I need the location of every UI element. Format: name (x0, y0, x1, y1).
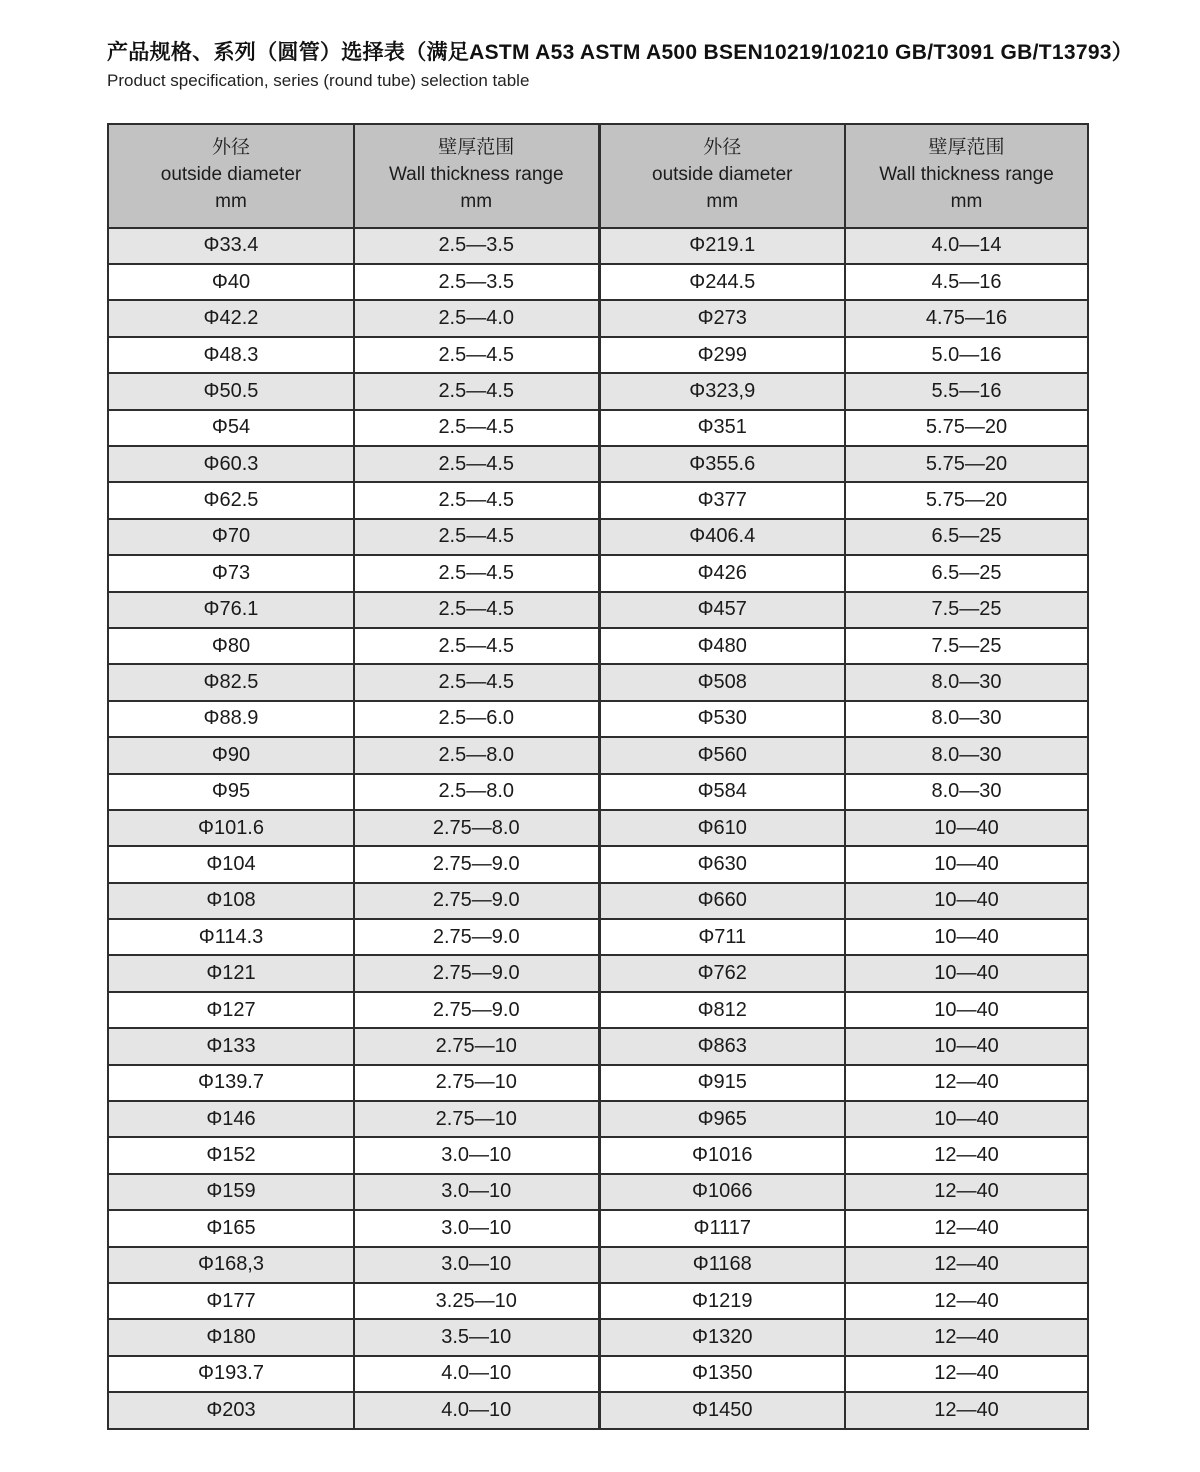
wall-thickness-cell: 2.5—4.5 (354, 410, 599, 446)
header-label-cn: 外径 (703, 137, 742, 159)
wall-thickness-cell: 2.75—9.0 (354, 846, 599, 882)
outside-diameter-cell: Φ1016 (599, 1137, 845, 1173)
wall-thickness-cell: 5.75—20 (845, 446, 1088, 482)
header-row (108, 124, 1088, 228)
table-row (108, 482, 1088, 518)
table-row (108, 955, 1088, 991)
spec-table-header (108, 124, 1088, 228)
wall-thickness-cell: 2.5—4.0 (354, 300, 599, 336)
wall-thickness-cell: 8.0—30 (845, 701, 1088, 737)
wall-thickness-cell: 2.75—8.0 (354, 810, 599, 846)
table-row (108, 1174, 1088, 1210)
wall-thickness-cell: 3.0—10 (354, 1137, 599, 1173)
table-row (108, 410, 1088, 446)
outside-diameter-cell: Φ1350 (599, 1356, 845, 1392)
outside-diameter-cell: Φ1066 (599, 1174, 845, 1210)
header-unit: mm (706, 191, 739, 213)
outside-diameter-cell: Φ1450 (599, 1392, 845, 1429)
table-row (108, 446, 1088, 482)
header-label-cn: 壁厚范围 (438, 137, 515, 159)
outside-diameter-cell: Φ180 (108, 1319, 354, 1355)
wall-thickness-cell: 2.75—10 (354, 1101, 599, 1137)
outside-diameter-cell: Φ244.5 (599, 264, 845, 300)
outside-diameter-cell: Φ299 (599, 337, 845, 373)
table-row (108, 1283, 1088, 1319)
header-label-cn: 外径 (211, 137, 250, 159)
table-row (108, 1319, 1088, 1355)
outside-diameter-cell: Φ104 (108, 846, 354, 882)
outside-diameter-cell: Φ73 (108, 555, 354, 591)
outside-diameter-cell: Φ1168 (599, 1247, 845, 1283)
wall-thickness-cell: 2.5—4.5 (354, 519, 599, 555)
table-row (108, 1101, 1088, 1137)
table-row (108, 737, 1088, 773)
outside-diameter-cell: Φ1117 (599, 1210, 845, 1246)
outside-diameter-cell: Φ457 (599, 592, 845, 628)
wall-thickness-cell: 10—40 (845, 883, 1088, 919)
table-row (108, 1210, 1088, 1246)
wall-thickness-cell: 10—40 (845, 1101, 1088, 1137)
outside-diameter-cell: Φ90 (108, 737, 354, 773)
outside-diameter-cell: Φ560 (599, 737, 845, 773)
outside-diameter-cell: Φ80 (108, 628, 354, 664)
wall-thickness-cell: 12—40 (845, 1247, 1088, 1283)
table-row (108, 373, 1088, 409)
outside-diameter-cell: Φ1219 (599, 1283, 845, 1319)
table-row (108, 919, 1088, 955)
outside-diameter-cell: Φ48.3 (108, 337, 354, 373)
outside-diameter-cell: Φ121 (108, 955, 354, 991)
wall-thickness-cell: 7.5—25 (845, 628, 1088, 664)
spec-table-body (108, 228, 1088, 1429)
table-row (108, 592, 1088, 628)
header-unit: mm (460, 191, 493, 213)
wall-thickness-cell: 12—40 (845, 1283, 1088, 1319)
wall-thickness-cell: 12—40 (845, 1210, 1088, 1246)
column-header-wall-thickness-range-right (845, 124, 1088, 228)
outside-diameter-cell: Φ152 (108, 1137, 354, 1173)
wall-thickness-cell: 3.0—10 (354, 1247, 599, 1283)
table-row (108, 300, 1088, 336)
header-label-cn: 壁厚范围 (928, 137, 1005, 159)
outside-diameter-cell: Φ610 (599, 810, 845, 846)
wall-thickness-cell: 2.5—8.0 (354, 774, 599, 810)
wall-thickness-cell: 4.0—10 (354, 1392, 599, 1429)
table-row (108, 1028, 1088, 1064)
table-row (108, 883, 1088, 919)
outside-diameter-cell: Φ42.2 (108, 300, 354, 336)
wall-thickness-cell: 12—40 (845, 1392, 1088, 1429)
outside-diameter-cell: Φ630 (599, 846, 845, 882)
outside-diameter-cell: Φ915 (599, 1065, 845, 1101)
table-row (108, 701, 1088, 737)
wall-thickness-cell: 10—40 (845, 1028, 1088, 1064)
wall-thickness-cell: 2.5—4.5 (354, 446, 599, 482)
wall-thickness-cell: 8.0—30 (845, 774, 1088, 810)
wall-thickness-cell: 2.75—9.0 (354, 955, 599, 991)
wall-thickness-cell: 5.0—16 (845, 337, 1088, 373)
wall-thickness-cell: 2.5—4.5 (354, 664, 599, 700)
wall-thickness-cell: 2.5—4.5 (354, 482, 599, 518)
header-label-en: Wall thickness range (388, 164, 564, 186)
wall-thickness-cell: 10—40 (845, 992, 1088, 1028)
wall-thickness-cell: 8.0—30 (845, 737, 1088, 773)
outside-diameter-cell: Φ177 (108, 1283, 354, 1319)
outside-diameter-cell: Φ62.5 (108, 482, 354, 518)
header-label-en: Wall thickness range (879, 164, 1054, 186)
outside-diameter-cell: Φ54 (108, 410, 354, 446)
spec-table (107, 123, 1089, 1430)
table-row (108, 1356, 1088, 1392)
outside-diameter-cell: Φ965 (599, 1101, 845, 1137)
outside-diameter-cell: Φ219.1 (599, 228, 845, 264)
table-row (108, 810, 1088, 846)
wall-thickness-cell: 4.0—10 (354, 1356, 599, 1392)
wall-thickness-cell: 4.0—14 (845, 228, 1088, 264)
outside-diameter-cell: Φ323,9 (599, 373, 845, 409)
table-row (108, 628, 1088, 664)
outside-diameter-cell: Φ351 (599, 410, 845, 446)
table-row (108, 664, 1088, 700)
outside-diameter-cell: Φ355.6 (599, 446, 845, 482)
outside-diameter-cell: Φ108 (108, 883, 354, 919)
wall-thickness-cell: 10—40 (845, 846, 1088, 882)
outside-diameter-cell: Φ530 (599, 701, 845, 737)
outside-diameter-cell: Φ660 (599, 883, 845, 919)
wall-thickness-cell: 4.75—16 (845, 300, 1088, 336)
header-unit: mm (950, 191, 983, 213)
outside-diameter-cell: Φ146 (108, 1101, 354, 1137)
outside-diameter-cell: Φ70 (108, 519, 354, 555)
wall-thickness-cell: 3.25—10 (354, 1283, 599, 1319)
outside-diameter-cell: Φ76.1 (108, 592, 354, 628)
outside-diameter-cell: Φ426 (599, 555, 845, 591)
column-header-outside-diameter-right (599, 124, 845, 228)
outside-diameter-cell: Φ50.5 (108, 373, 354, 409)
outside-diameter-cell: Φ406.4 (599, 519, 845, 555)
outside-diameter-cell: Φ203 (108, 1392, 354, 1429)
table-row (108, 228, 1088, 264)
outside-diameter-cell: Φ60.3 (108, 446, 354, 482)
outside-diameter-cell: Φ82.5 (108, 664, 354, 700)
outside-diameter-cell: Φ127 (108, 992, 354, 1028)
outside-diameter-cell: Φ480 (599, 628, 845, 664)
wall-thickness-cell: 2.75—9.0 (354, 992, 599, 1028)
outside-diameter-cell: Φ40 (108, 264, 354, 300)
wall-thickness-cell: 4.5—16 (845, 264, 1088, 300)
table-row (108, 1137, 1088, 1173)
document (107, 40, 1134, 1430)
header-label-en: outside diameter (652, 164, 793, 186)
outside-diameter-cell: Φ114.3 (108, 919, 354, 955)
outside-diameter-cell: Φ1320 (599, 1319, 845, 1355)
wall-thickness-cell: 2.75—9.0 (354, 883, 599, 919)
outside-diameter-cell: Φ165 (108, 1210, 354, 1246)
table-row (108, 1392, 1088, 1429)
document-title-cn: 产品规格、系列（圆管）选择表（满足ASTM A53 ASTM A500 BSEN10219/10210 GB/T3091 GB/T13793） (107, 41, 1134, 64)
wall-thickness-cell: 2.5—4.5 (354, 555, 599, 591)
wall-thickness-cell: 10—40 (845, 955, 1088, 991)
outside-diameter-cell: Φ584 (599, 774, 845, 810)
outside-diameter-cell: Φ101.6 (108, 810, 354, 846)
wall-thickness-cell: 2.5—4.5 (354, 592, 599, 628)
wall-thickness-cell: 2.5—4.5 (354, 628, 599, 664)
wall-thickness-cell: 2.5—8.0 (354, 737, 599, 773)
wall-thickness-cell: 2.5—3.5 (354, 228, 599, 264)
wall-thickness-cell: 6.5—25 (845, 519, 1088, 555)
table-row (108, 337, 1088, 373)
table-row (108, 992, 1088, 1028)
outside-diameter-cell: Φ508 (599, 664, 845, 700)
wall-thickness-cell: 2.75—10 (354, 1028, 599, 1064)
wall-thickness-cell: 3.0—10 (354, 1210, 599, 1246)
table-row (108, 1247, 1088, 1283)
wall-thickness-cell: 2.75—10 (354, 1065, 599, 1101)
outside-diameter-cell: Φ762 (599, 955, 845, 991)
header-label-en: outside diameter (160, 164, 302, 186)
outside-diameter-cell: Φ377 (599, 482, 845, 518)
header-unit: mm (215, 191, 247, 213)
wall-thickness-cell: 2.5—4.5 (354, 337, 599, 373)
wall-thickness-cell: 5.75—20 (845, 482, 1088, 518)
wall-thickness-cell: 5.5—16 (845, 373, 1088, 409)
table-row (108, 264, 1088, 300)
wall-thickness-cell: 10—40 (845, 810, 1088, 846)
outside-diameter-cell: Φ33.4 (108, 228, 354, 264)
outside-diameter-cell: Φ159 (108, 1174, 354, 1210)
outside-diameter-cell: Φ193.7 (108, 1356, 354, 1392)
wall-thickness-cell: 12—40 (845, 1137, 1088, 1173)
document-title-en: Product specification, series (round tube) selection table (107, 71, 530, 91)
outside-diameter-cell: Φ863 (599, 1028, 845, 1064)
outside-diameter-cell: Φ133 (108, 1028, 354, 1064)
wall-thickness-cell: 12—40 (845, 1356, 1088, 1392)
column-header-outside-diameter-left (108, 124, 354, 228)
table-row (108, 555, 1088, 591)
outside-diameter-cell: Φ812 (599, 992, 845, 1028)
outside-diameter-cell: Φ168,3 (108, 1247, 354, 1283)
wall-thickness-cell: 12—40 (845, 1065, 1088, 1101)
table-row (108, 846, 1088, 882)
wall-thickness-cell: 6.5—25 (845, 555, 1088, 591)
outside-diameter-cell: Φ273 (599, 300, 845, 336)
wall-thickness-cell: 2.5—4.5 (354, 373, 599, 409)
table-row (108, 1065, 1088, 1101)
wall-thickness-cell: 2.75—9.0 (354, 919, 599, 955)
wall-thickness-cell: 12—40 (845, 1174, 1088, 1210)
column-header-wall-thickness-range-left (354, 124, 599, 228)
table-row (108, 774, 1088, 810)
outside-diameter-cell: Φ139.7 (108, 1065, 354, 1101)
outside-diameter-cell: Φ711 (599, 919, 845, 955)
wall-thickness-cell: 3.0—10 (354, 1174, 599, 1210)
wall-thickness-cell: 7.5—25 (845, 592, 1088, 628)
wall-thickness-cell: 3.5—10 (354, 1319, 599, 1355)
wall-thickness-cell: 12—40 (845, 1319, 1088, 1355)
wall-thickness-cell: 2.5—6.0 (354, 701, 599, 737)
outside-diameter-cell: Φ88.9 (108, 701, 354, 737)
wall-thickness-cell: 5.75—20 (845, 410, 1088, 446)
wall-thickness-cell: 8.0—30 (845, 664, 1088, 700)
table-row (108, 519, 1088, 555)
outside-diameter-cell: Φ95 (108, 774, 354, 810)
wall-thickness-cell: 2.5—3.5 (354, 264, 599, 300)
wall-thickness-cell: 10—40 (845, 919, 1088, 955)
